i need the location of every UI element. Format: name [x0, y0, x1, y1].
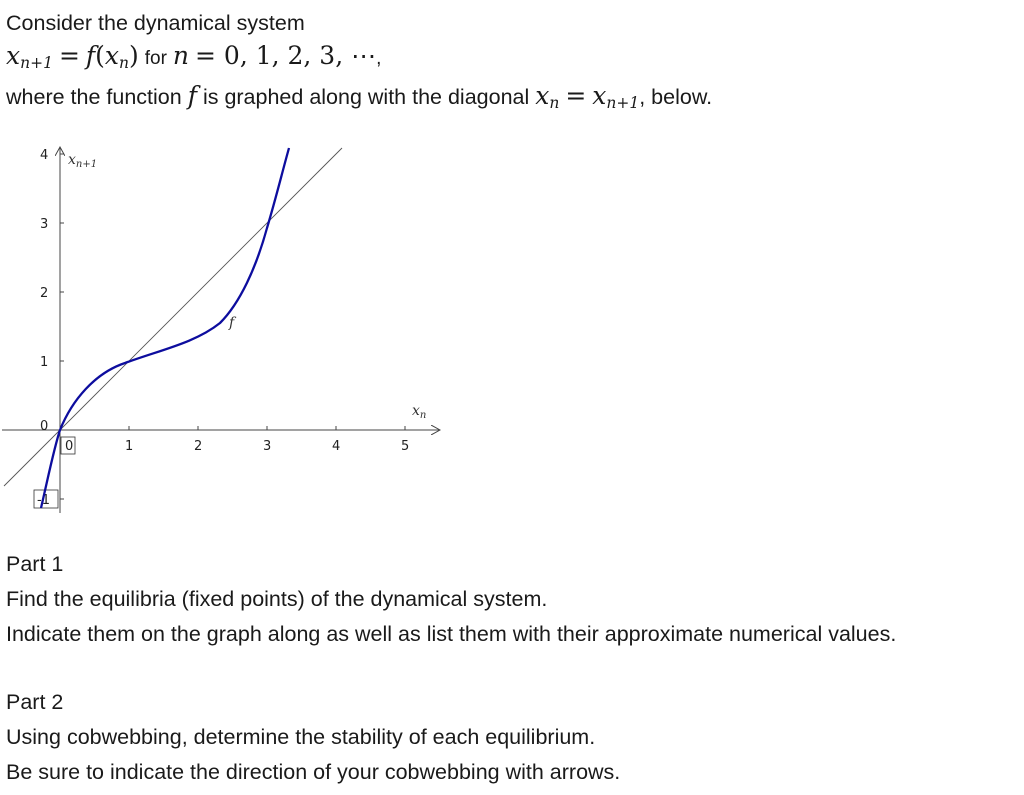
- diagonal-rhs: $x_{n+1}$: [592, 81, 640, 112]
- x-tick-label: 5: [401, 439, 410, 454]
- curve-label: f: [229, 315, 235, 331]
- equation-line: [6, 42, 381, 77]
- diagonal-line: [4, 148, 342, 486]
- part2-heading: Part 2: [6, 690, 64, 714]
- function-graph: [0, 128, 470, 518]
- part1-line-2: Indicate them on the graph along as well as list them with their approximate numerical values.: [6, 622, 897, 646]
- diagonal-lhs: $x_n$: [535, 81, 560, 112]
- y-tick-label: -1: [37, 493, 50, 508]
- for-text: for: [144, 48, 167, 69]
- intro-line-3: [6, 82, 712, 117]
- equation-rhs: $f(x_n)$: [85, 41, 139, 72]
- equation-equals: =: [58, 41, 80, 70]
- y-axis-label: $x_{n+1}$: [68, 152, 98, 170]
- equation-lhs: $x_{n+1}$: [6, 41, 53, 72]
- y-ticks: [60, 154, 64, 499]
- line3-prefix: where the function: [6, 85, 182, 109]
- part2-line-2: Be sure to indicate the direction of your cobwebbing with arrows.: [6, 760, 621, 784]
- intro-line-1: [6, 9, 305, 37]
- x-tick-label: 4: [332, 439, 341, 454]
- equation-comma: ,: [376, 48, 382, 69]
- n-var: n: [172, 41, 190, 70]
- intro-text: Consider the dynamical system: [6, 11, 305, 35]
- x-tick-label: 3: [263, 439, 272, 454]
- line3-suffix: , below.: [639, 85, 713, 109]
- line3-mid: is graphed along with the diagonal: [202, 85, 530, 109]
- y-tick-label: 3: [40, 217, 49, 232]
- x-tick-label: 1: [125, 439, 134, 454]
- y-tick-label: 0: [40, 419, 49, 434]
- x-tick-label: 0: [65, 439, 74, 454]
- y-tick-label: 4: [40, 148, 49, 163]
- y-tick-label: 2: [40, 286, 49, 301]
- x-tick-label: 2: [194, 439, 203, 454]
- part1-heading: Part 1: [6, 552, 64, 576]
- x-ticks: [129, 426, 405, 430]
- n-values: = 0, 1, 2, 3, ⋯: [195, 41, 377, 70]
- y-tick-label: 1: [40, 355, 49, 370]
- diagonal-equals: =: [565, 81, 587, 110]
- x-axis-label: $x_n$: [412, 403, 427, 421]
- line3-func: f: [187, 81, 197, 110]
- part1-line-1: Find the equilibria (fixed points) of the dynamical system.: [6, 587, 548, 611]
- part2-line-1: Using cobwebbing, determine the stability of each equilibrium.: [6, 725, 596, 749]
- function-curve: [41, 148, 289, 508]
